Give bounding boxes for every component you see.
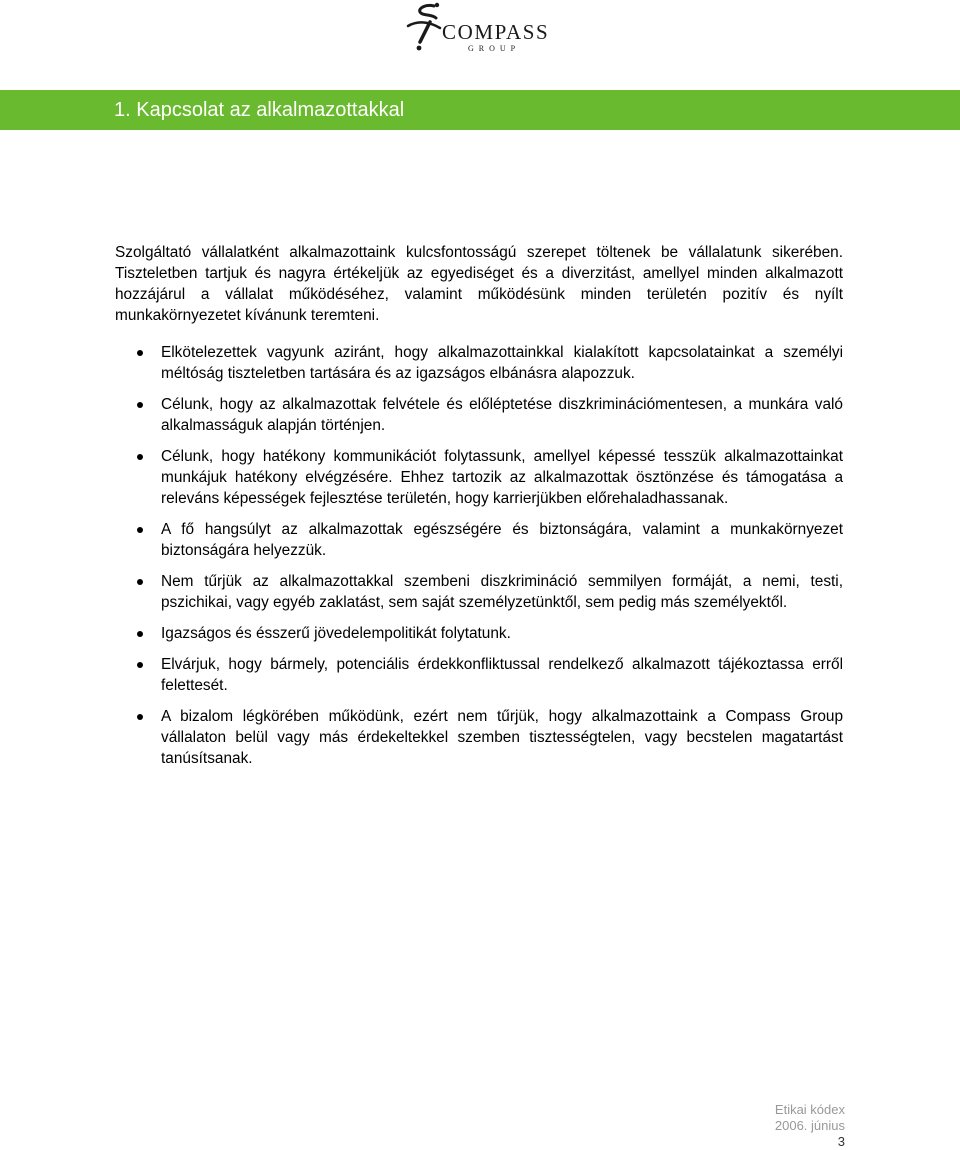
- compass-swirl-icon: [404, 2, 444, 56]
- bullet-text: Elvárjuk, hogy bármely, potenciális érdekkonfliktussal rendelkező alkalmazott tájékoztassa erről felettesét.: [161, 656, 843, 694]
- bullet-text: A fő hangsúlyt az alkalmazottak egészségére és biztonságára, valamint a munkakörnyezet biztonságára helyezzük.: [161, 521, 843, 559]
- bullet-dot-icon: [137, 714, 143, 720]
- bullet-text: Igazságos és ésszerű jövedelempolitikát folytatunk.: [161, 625, 511, 642]
- bullet-dot-icon: [137, 631, 143, 637]
- document-body: [115, 242, 843, 779]
- bullet-list: [115, 342, 843, 769]
- bullet-item: [115, 519, 843, 561]
- intro-paragraph: Szolgáltató vállalatként alkalmazottaink kulcsfontosságú szerepet töltenek be vállalatunk sikerében. Tiszteletben tartjuk és nagyra értékeljük az egyediséget és a diverzitást, amellyel minden alkalmazott hozzájárul a vállalat működéséhez, valamint működésünk minden területén pozitív és nyílt munkakörnyezetet kívánunk teremteni.: [115, 244, 843, 324]
- logo-subtitle: GROUP: [468, 44, 521, 53]
- compass-group-logo: [404, 2, 550, 56]
- bullet-dot-icon: [137, 454, 143, 460]
- bullet-item: [115, 446, 843, 509]
- bullet-text: Elkötelezettek vagyunk aziránt, hogy alkalmazottainkkal kialakított kapcsolatainkat a személyi méltóság tiszteletben tartására és az igazságos elbánásra alapozzuk.: [161, 344, 843, 382]
- bullet-dot-icon: [137, 579, 143, 585]
- bullet-item: [115, 654, 843, 696]
- section-title: 1. Kapcsolat az alkalmazottakkal: [114, 99, 405, 121]
- bullet-dot-icon: [137, 527, 143, 533]
- bullet-item: [115, 571, 843, 613]
- bullet-text: Célunk, hogy hatékony kommunikációt folytassunk, amellyel képessé tesszük alkalmazottainkat munkájuk hatékony elvégzésére. Ehhez tartozik az alkalmazottak ösztönzése és támogatása a releváns képességek fejlesztése területén, hogy karrierjükben előrehaladhassanak.: [161, 448, 843, 507]
- page-number: 3: [837, 1134, 845, 1149]
- bullet-text: Célunk, hogy az alkalmazottak felvétele és előléptetése diszkriminációmentesen, a munkára való alkalmasságuk alapján történjen.: [161, 396, 843, 434]
- bullet-dot-icon: [137, 350, 143, 356]
- bullet-item: [115, 706, 843, 769]
- footer-document-title: Etikai kódex: [774, 1102, 845, 1117]
- page-footer: [775, 1102, 845, 1150]
- bullet-item: [115, 342, 843, 384]
- bullet-text: A bizalom légkörében működünk, ezért nem tűrjük, hogy alkalmazottaink a Compass Group vállalaton belül vagy más érdekeltekkel szemben tisztességtelen, vagy becstelen magatartást tanúsítsanak.: [161, 708, 843, 767]
- bullet-item: [115, 623, 843, 644]
- footer-date: 2006. június: [774, 1118, 845, 1133]
- bullet-dot-icon: [137, 402, 143, 408]
- logo-wordmark: COMPASS: [442, 20, 550, 44]
- bullet-item: [115, 394, 843, 436]
- bullet-dot-icon: [137, 662, 143, 668]
- bullet-text: Nem tűrjük az alkalmazottakkal szembeni diszkrimináció semmilyen formáját, a nemi, testi, pszichikai, vagy egyéb zaklatást, sem saját személyzetünktől, sem pedig más személyektől.: [161, 573, 843, 611]
